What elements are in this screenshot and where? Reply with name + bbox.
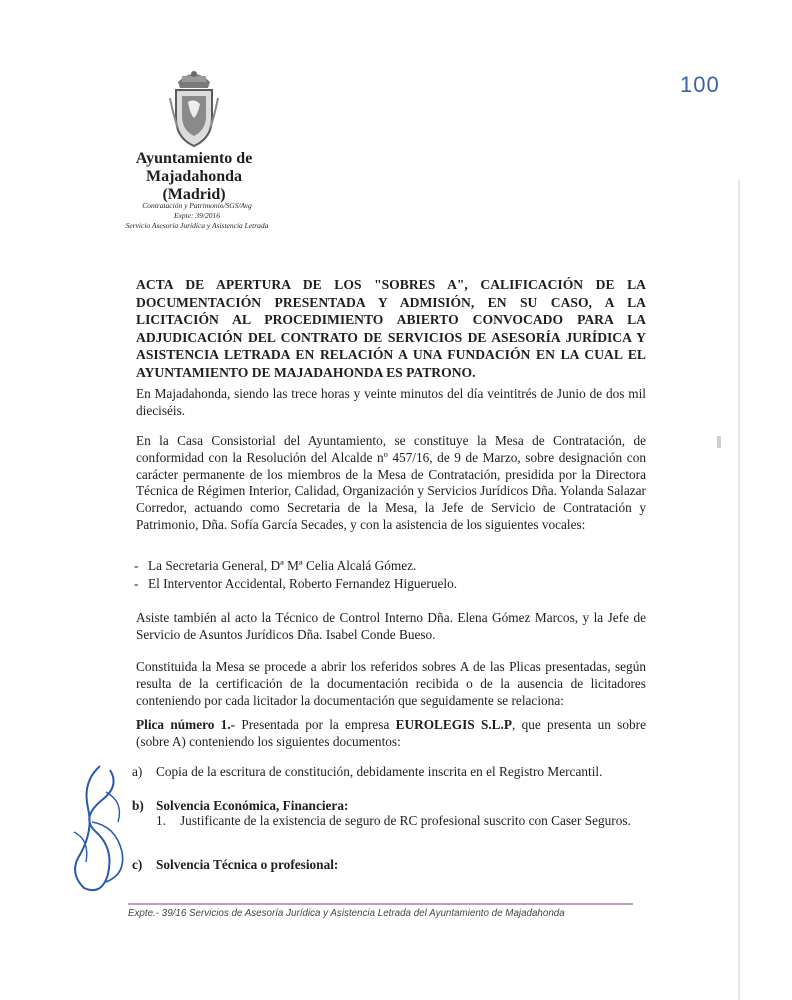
- page-edge-shadow: [738, 180, 740, 1000]
- list-item: - El Interventor Accidental, Roberto Fernandez Higueruelo.: [136, 575, 636, 593]
- item-b: [132, 797, 348, 814]
- item-a: [132, 763, 602, 780]
- item-a-text: Copia de la escritura de constitución, debidamente inscrita en el Registro Mercantil.: [156, 764, 603, 779]
- paragraph-plica-1: [136, 717, 646, 751]
- item-b-text: Solvencia Económica, Financiera:: [156, 798, 349, 813]
- item-c-label: c): [132, 857, 143, 872]
- scan-mark: [717, 436, 721, 448]
- page-number: 100: [680, 72, 720, 97]
- item-b-label: b): [132, 798, 144, 813]
- meta-service: Servicio Asesoría Jurídica y Asistencia Letrada: [125, 221, 269, 230]
- org-line-1: Ayuntamiento de: [135, 150, 253, 167]
- signature-icon: [62, 762, 142, 902]
- item-b1-text: Justificante de la existencia de seguro de RC profesional suscrito con Caser Seguros.: [180, 813, 631, 828]
- paragraph-constitution: En la Casa Consistorial del Ayuntamiento, se constituye la Mesa de Contratación, de conformidad con la Resolución del Alcalde nº 457/16, de 9 de Marzo, sobre designación con carácter permanente de los miembros de la Mesa de Contratación, presidida por la Directora Técnica de Régimen Interior, Calidad, Organización y Servicios Jurídicos Dña. Yolanda Salazar Corredor, actuando como Secretaria de la Mesa, la Jefe de Servicio de Contratación y Patrimonio, Dña. Sofía García Secades, y con la asistencia de los siguientes vocales:: [136, 433, 646, 532]
- plica-label: Plica número 1.-: [136, 717, 236, 732]
- list-item: - La Secretaria General, Dª Mª Celia Alcalá Gómez.: [136, 557, 636, 575]
- item-b1-number: 1.: [156, 813, 166, 828]
- item-a-label: a): [132, 764, 143, 779]
- paragraph-attendees: Asiste también al acto la Técnico de Control Interno Dña. Elena Gómez Marcos, y la Jefe de Servicio de Asuntos Jurídicos Dña. Isabel Conde Bueso.: [136, 610, 646, 642]
- organization-name: [110, 150, 278, 204]
- document-reference: [102, 201, 292, 231]
- item-c-text: Solvencia Técnica o profesional:: [156, 857, 339, 872]
- org-line-3: (Madrid): [162, 186, 226, 203]
- meta-file-number: Expte: 39/2016: [173, 211, 221, 220]
- paragraph-procedure: Constituida la Mesa se procede a abrir los referidos sobres A de las Plicas presentadas, según resulta de la certificación de la documentación recibida o de la ausencia de licitadores conteniendo por cada licitador la documentación que seguidamente se relaciona:: [136, 659, 646, 708]
- plica-text-1: Presentada por la empresa: [235, 717, 396, 732]
- org-line-2: Majadahonda: [145, 168, 243, 185]
- item-c: [132, 856, 338, 873]
- footer-rule: [128, 903, 633, 905]
- meta-department: Contratación y Patrimonio/SGS/Avg: [142, 201, 252, 210]
- coat-of-arms-icon: [168, 68, 220, 152]
- item-b-1: [156, 813, 634, 829]
- plica-company: EUROLEGIS S.L.P: [395, 717, 512, 732]
- document-title: ACTA DE APERTURA DE LOS "SOBRES A", CALIFICACIÓN DE LA DOCUMENTACIÓN PRESENTADA Y ADMISIÓN, EN SU CASO, A LA LICITACIÓN AL PROCEDIMIENTO ABIERTO CONVOCADO PARA LA ADJUDICACIÓN DEL CONTRATO DE SERVICIOS DE ASESORÍA JURÍDICA Y ASISTENCIA LETRADA EN RELACIÓN A UNA FUNDACIÓN EN LA CUAL EL AYUNTAMIENTO DE MAJADAHONDA ES PATRONO.: [136, 277, 646, 380]
- paragraph-date: En Majadahonda, siendo las trece horas y veinte minutos del día veintitrés de Junio de dos mil dieciséis.: [136, 386, 646, 418]
- vocales-list: [136, 557, 636, 593]
- footer-text: Expte.- 39/16 Servicios de Asesoría Jurídica y Asistencia Letrada del Ayuntamiento de Majadahonda: [128, 908, 565, 919]
- plica-text-2: , que presenta un sobre (sobre A) conteniendo los siguientes documentos:: [136, 717, 646, 749]
